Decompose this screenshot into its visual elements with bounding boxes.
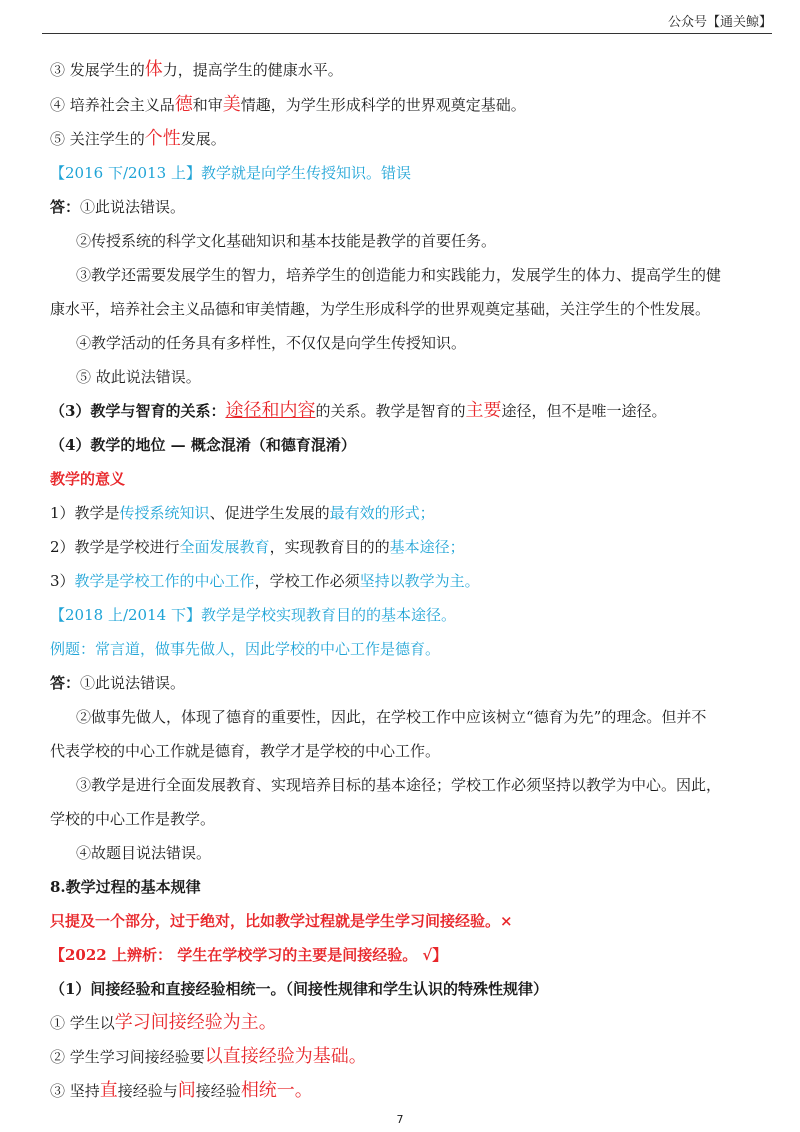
text-line: ③教学是进行全面发展教育、实现培养目标的基本途径；学校工作必须坚持以教学为中心。因此， (76, 776, 722, 794)
note-line: 只提及一个部分，过于绝对，比如教学过程就是学生学习间接经验。× (50, 912, 513, 930)
text-line: ③ 发展学生的体力，提高学生的健康水平。 (50, 59, 343, 80)
text-line: ②传授系统的科学文化基础知识和基本技能是教学的首要任务。 (76, 232, 497, 250)
text-line: ③教学还需要发展学生的智力，培养学生的创造能力和实践能力，发展学生的体力、提高学生的健 (76, 266, 722, 284)
text-line: 学校的中心工作是教学。 (50, 810, 216, 828)
text-line: 康水平，培养社会主义品德和审美情趣，为学生形成科学的世界观奠定基础，关注学生的个性发展。 (50, 300, 711, 318)
list-item: 1）教学是传授系统知识、促进学生发展的最有效的形式； (50, 504, 435, 522)
subheading: 教学的意义 (50, 470, 126, 488)
list-item: 2）教学是学校进行全面发展教育，实现教育目的的基本途径； (50, 538, 465, 556)
exam-question: 【2018 上/2014 下】教学是学校实现教育目的的基本途径。 (50, 606, 456, 624)
text-line: ④故题目说法错误。 (76, 844, 212, 862)
answer-line: 答：①此说法错误。 (50, 674, 186, 692)
exam-question: 【2016 下/2013 上】教学就是向学生传授知识。错误 (50, 164, 411, 182)
header-rule (42, 33, 772, 34)
list-item: ③ 坚持直接经验与间接经验相统一。 (50, 1080, 313, 1101)
page-number: 7 (396, 1113, 404, 1126)
section-heading: （4）教学的地位 — 概念混淆（和德育混淆） (50, 436, 356, 454)
list-item: 3）教学是学校工作的中心工作，学校工作必须坚持以教学为主。 (50, 572, 480, 590)
text-line: ⑤ 关注学生的个性发展。 (50, 128, 226, 149)
section-heading: （1）间接经验和直接经验相统一。（间接性规律和学生认识的特殊性规律） (50, 980, 548, 998)
answer-line: 答：①此说法错误。 (50, 198, 186, 216)
page-header: 公众号【通关鲸】 (667, 15, 772, 30)
list-item: ② 学生学习间接经验要以直接经验为基础。 (50, 1046, 367, 1067)
text-line: ②做事先做人，体现了德育的重要性，因此，在学校工作中应该树立“德育为先”的理念。但并不 (76, 708, 707, 726)
section-heading: 8.教学过程的基本规律 (50, 878, 201, 896)
text-line: 代表学校的中心工作就是德育，教学才是学校的中心工作。 (50, 742, 441, 760)
section-heading: （3）教学与智育的关系：途径和内容的关系。教学是智育的主要途径，但不是唯一途径。 (50, 400, 667, 421)
exam-question: 【2022 上辨析： 学生在学校学习的主要是间接经验。 √】 (50, 946, 448, 964)
text-line: ⑤ 故此说法错误。 (76, 368, 201, 386)
list-item: ① 学生以学习间接经验为主。 (50, 1012, 277, 1033)
text-line: ④教学活动的任务具有多样性，不仅仅是向学生传授知识。 (76, 334, 467, 352)
example-question: 例题：常言道，做事先做人，因此学校的中心工作是德育。 (50, 640, 441, 658)
text-line: ④ 培养社会主义品德和审美情趣，为学生形成科学的世界观奠定基础。 (50, 94, 526, 115)
